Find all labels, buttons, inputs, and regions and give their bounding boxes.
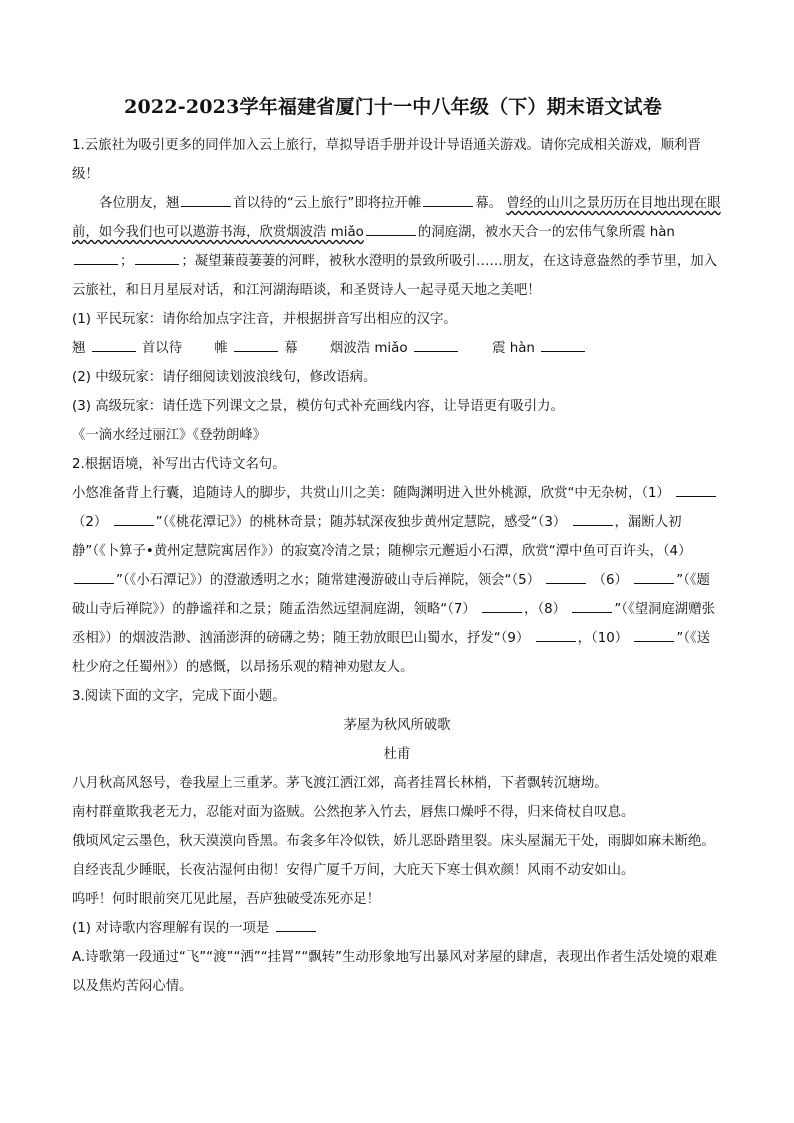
poem-line: 南村群童欺我老无力，忍能对面为盗贼。公然抱茅入竹去，唇焦口燥呼不得，归来倚杖自叹息。 [72,805,635,820]
passage-text: （2） [72,515,108,530]
passage-text: 首以待的“云上旅行”即将拉开帷 [233,196,422,211]
pinyin-char: 烟波浩 miǎo [329,341,408,356]
answer-blank[interactable] [366,221,416,236]
passage-text: ”（《送杜少府之任蜀州》）的感慨，以昂扬乐观的精神劝慰友人。 [72,631,711,675]
poem-title: 茅屋为秋风所破歌 [343,718,451,733]
q1-passage [72,189,722,305]
q2-passage [72,479,722,682]
answer-blank[interactable] [74,569,114,584]
answer-blank[interactable] [181,192,231,207]
answer-blank[interactable] [234,337,278,352]
q3-sub1 [72,914,722,943]
answer-blank[interactable] [482,598,522,613]
passage-text: ，（8） [524,602,567,617]
passage-text: ”（《桃花潭记》）的桃林奇景；随苏轼深夜独步黄州定慧院，感受“（3） [155,515,567,530]
pinyin-item [72,334,182,363]
q3-option-a: A.诗歌第一段通过“飞”“渡”“洒”“挂罥”“飘转”生动形象地写出暴风对茅屋的肆虐，表现出作者生活处境的艰难以及焦灼苦闷心情。 [72,950,717,994]
poem-line: 八月秋高风怒号，卷我屋上三重茅。茅飞渡江洒江郊，高者挂罥长林梢，下者飘转沉塘坳。 [72,776,608,791]
answer-blank[interactable] [135,250,179,265]
wavy-underline-sentence: 曾经的山川之景历历在目地出现在眼前，如今我们也可以遨游书海，欣赏烟波浩 miǎo [72,196,721,240]
answer-blank[interactable] [676,482,716,497]
q2-stem: 2.根据语境，补写出古代诗文名句。 [72,457,286,472]
passage-text: ”（《望洞庭湖赠张丞相》）的烟波浩渺、汹涌澎湃的磅礴之势；随王勃放眼巴山蜀水，抒发“（9） [72,602,715,646]
answer-blank[interactable] [414,337,458,352]
answer-blank[interactable] [92,337,136,352]
passage-text: ；凝望蒹葭萋萋的河畔，被秋水澄明的景致所吸引……朋友，在这诗意盎然的季节里，加入云旅社，和日月星辰对话，和江河湖海晤谈，和圣贤诗人一起寻觅天地之美吧！ [72,254,718,298]
pinyin-row [72,334,722,363]
poem-line: 呜呼！何时眼前突兀见此屋，吾庐独破受冻死亦足！ [72,892,380,907]
passage-text: ”（《题破山寺后禅院》）的静谧祥和之景；随孟浩然远望洞庭湖，领略“（7） [72,573,710,617]
passage-text: ，漏断人初静”（《卜算子•黄州定慧院寓居作》）的寂寞冷清之景；随柳宗元邂逅小石潭，欣赏“潭中鱼可百许头，（4） [72,515,692,559]
passage-text: ； [120,254,134,269]
answer-blank[interactable] [114,511,154,526]
passage-text: 小悠准备背上行囊，追随诗人的脚步，共赏山川之美：随陶渊明进入世外桃源，欣赏“中无杂树，（1） [72,486,670,501]
pinyin-char: 幕 [284,341,298,356]
poem-line: 自经丧乱少睡眠，长夜沾湿何由彻！安得广厦千万间，大庇天下寒士俱欢颜！风雨不动安如山。 [72,863,635,878]
q3-stem: 3.阅读下面的文字，完成下面小题。 [72,689,286,704]
answer-blank[interactable] [634,569,674,584]
answer-blank[interactable] [74,250,118,265]
passage-text: ”（《小石潭记》）的澄澈透明之水；随常建漫游破山寺后禅院，领会“（5） [116,573,541,588]
answer-blank[interactable] [572,598,612,613]
passage-text: ，（10） [577,631,629,646]
answer-blank[interactable] [573,511,613,526]
q1-sub2: (2) 中级玩家：请仔细阅读划波浪线句，修改语病。 [72,370,377,385]
pinyin-item [214,334,297,363]
pinyin-char: 震 hàn [492,341,535,356]
pinyin-item [330,334,460,363]
answer-blank[interactable] [423,192,473,207]
q1-stem: 1.云旅社为吸引更多的同伴加入云上旅行，草拟导语手册并设计导语通关游戏。请你完成相关游戏，顺利晋级！ [72,138,701,182]
page-title: 2022-2023学年福建省厦门十一中八年级（下）期末语文试卷 [124,96,662,118]
poem-line: 俄顷风定云墨色，秋天漠漠向昏黑。布衾多年冷似铁，娇儿恶卧踏里裂。床头屋漏无干处，雨脚如麻未断绝。 [72,834,715,849]
poem-author: 杜甫 [383,747,411,762]
q1-sub3: (3) 高级玩家：请任选下列课文之景，模仿句式补充画线内容，让导语更有吸引力。 [72,399,564,414]
pinyin-char: 翘 [72,341,86,356]
pinyin-char: 帷 [214,341,228,356]
answer-blank[interactable] [546,569,586,584]
question-text: (1) 对诗歌内容理解有误的一项是 [72,921,270,936]
exam-page [72,92,722,1001]
q1-texts: 《一滴水经过丽江》《登勃朗峰》 [72,428,267,443]
answer-blank[interactable] [634,627,674,642]
answer-blank[interactable] [536,627,576,642]
q1-sub1: (1) 平民玩家：请你给加点字注音，并根据拼音写出相应的汉字。 [72,312,457,327]
passage-text: （6） [592,573,628,588]
pinyin-char: 首以待 [141,341,183,356]
pinyin-item [492,334,587,363]
answer-blank[interactable] [276,917,316,932]
passage-text: 幕。 [475,196,503,211]
passage-text: 的洞庭湖，被水天合一的宏伟气象所震 hàn [417,225,675,240]
passage-text: 各位朋友，翘 [99,196,180,211]
answer-blank[interactable] [541,337,585,352]
